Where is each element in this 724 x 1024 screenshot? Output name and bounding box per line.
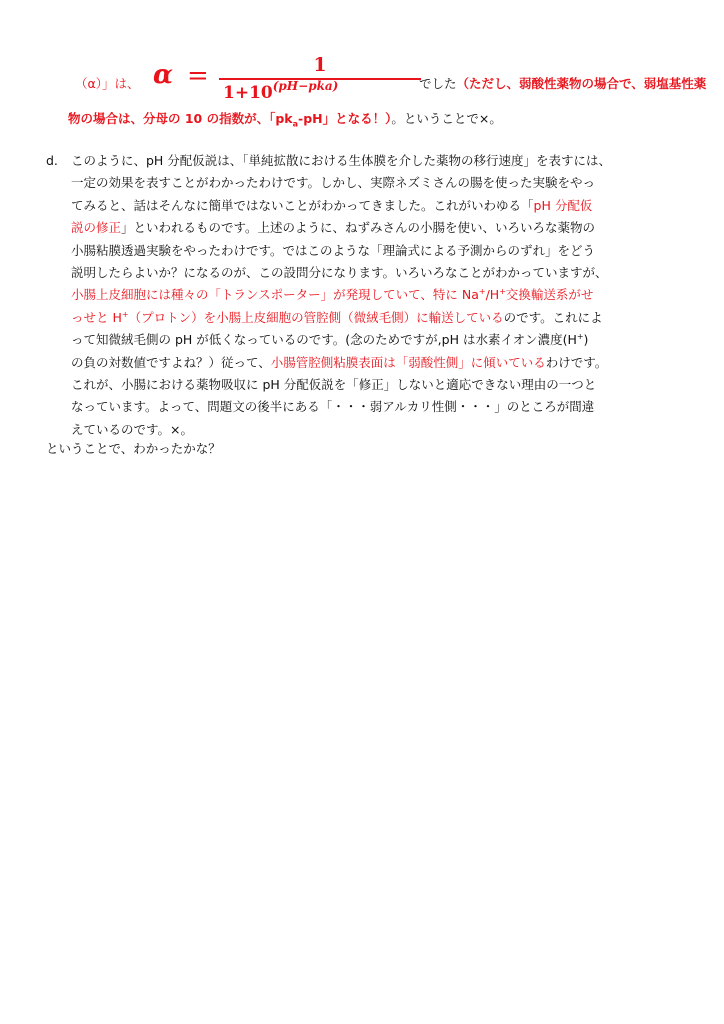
superscript: + — [121, 309, 129, 319]
paragraph-line — [71, 217, 683, 239]
formula-note-line — [68, 108, 502, 136]
text-span: ) — [583, 332, 589, 348]
text-span: 」といわれるものです。上述のように、ねずみさんの小腸を使い、いろいろな薬物の — [121, 220, 596, 236]
alpha-fraction — [213, 54, 427, 106]
paragraph-line — [71, 195, 683, 217]
note-red-a: 物の場合は、分母の 10 の指数が、「pk — [68, 111, 293, 126]
paragraph-line: 一定の効果を表すことがわかったわけです。しかし、実際ネズミさんの腸を使った実験をやっ — [71, 175, 596, 191]
note-red-b: -pH」となる！） — [298, 111, 392, 126]
text-span: の負の対数値ですよね？）従って、 — [71, 354, 271, 370]
formula-tail-red: （ただし、弱酸性薬物の場合で、弱塩基性薬 — [456, 76, 707, 91]
paragraph-line: 説明したらよいか？になるのが、この設問分になります。いろいろなことがわかっていますが、 — [71, 264, 608, 280]
text-span: わけです。 — [545, 354, 608, 370]
superscript: + — [576, 331, 584, 341]
paragraph-line — [71, 284, 683, 306]
paragraph-line — [71, 307, 683, 329]
paragraph-line: これが、小腸における薬物吸収に pH 分配仮説を「修正」しないと適応できない理由の一つと — [71, 376, 597, 392]
note-black: 。ということで×。 — [391, 111, 502, 126]
paragraph-line: なっています。よって、問題文の後半にある「・・・弱アルカリ性側・・・」のところが間違 — [71, 399, 595, 415]
paragraph-line: 小腸粘膜透過実験をやったわけです。ではこのような「理論式による予測からのずれ」をどう — [71, 242, 596, 258]
highlight-text: 小腸管腔側粘膜表面は「弱酸性側」に傾いている — [270, 354, 546, 370]
paragraph-line: このように、pH 分配仮説は、「単純拡散における生体膜を介した薬物の移行速度」を表すには、 — [71, 153, 612, 168]
highlight-text: pH 分配仮 — [533, 197, 593, 213]
highlight-text: （プロトン）を小腸上皮細胞の管腔側（微絨毛側）に輸送している — [128, 309, 504, 325]
alpha-formula-block — [75, 54, 707, 106]
paragraph-line — [71, 329, 683, 351]
item-marker: d. — [46, 153, 58, 168]
fraction-denominator — [223, 79, 339, 105]
highlight-text: 説の修正 — [71, 220, 122, 236]
text-span: てみると、話はそんなに簡単ではないことがわかってきました。これがいわゆる「 — [71, 197, 534, 213]
denominator-exponent: (pH−pka) — [272, 79, 339, 93]
closing-line: ということで、わかったかな？ — [46, 441, 221, 456]
denominator-base: 1+10 — [223, 83, 273, 103]
highlight-text: っせと H — [71, 309, 122, 325]
alpha-symbol: α — [153, 60, 174, 90]
item-d-body — [71, 150, 683, 441]
highlight-text: /H — [485, 287, 500, 303]
formula-lead: （α）」は、 — [75, 76, 140, 91]
formula-tail — [419, 74, 706, 94]
highlight-text: 小腸上皮細胞には種々の「トランスポーター」が発現していて、特に Na — [71, 287, 479, 303]
fraction-numerator: 1 — [313, 54, 327, 76]
superscript: + — [499, 287, 506, 297]
formula-tail-black: でした — [419, 76, 457, 91]
paragraph-line: えているのです。×。 — [71, 421, 193, 437]
highlight-text: 交換輸送系がせ — [505, 287, 594, 303]
text-span: のです。これによ — [503, 309, 603, 325]
note-subscript: a — [292, 119, 299, 129]
text-span: って知微絨毛側の pH が低くなっているのです。(念のためですが,pH は水素イオン濃度(H — [71, 332, 577, 348]
equals-sign: = — [187, 61, 209, 91]
paragraph-line — [71, 352, 683, 374]
superscript: + — [478, 287, 486, 297]
